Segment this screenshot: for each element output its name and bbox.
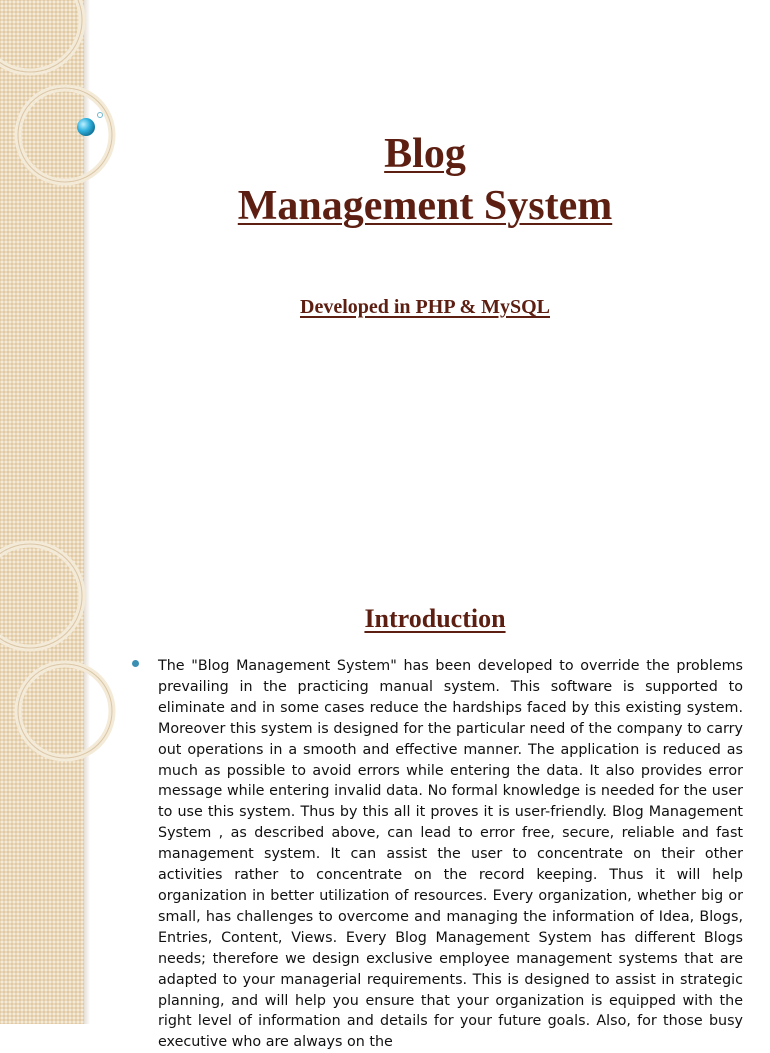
bullet-dot-icon xyxy=(132,660,139,667)
introduction-slide xyxy=(0,576,768,1051)
title-line-management-system: Management System xyxy=(237,183,613,229)
title-line-blog: Blog xyxy=(384,131,466,177)
subtitle-text: Developed in PHP & MySQL xyxy=(300,296,550,318)
introduction-paragraph: The "Blog Management System" has been developed to override the problems prevailing in the practicing manual system. This software is supported to eliminate and in some cases reduce the hardships faced by this existing system. Moreover this system is designed for the particular need of the company to carry out operations in a smooth and effective manner. The application is reduced as much as possible to avoid errors while entering the data. It also provides error message while entering invalid data. No formal knowledge is needed for the user to use this system. Thus by this all it proves it is user-friendly. Blog Management System , as described above, can lead to error free, secure, reliable and fast management system. It can assist the user to concentrate on their other activities rather to concentrate on the record keeping. Thus it will help organization in better utilization of resources. Every organization, whether big or small, has challenges to overcome and managing the information of Idea, Blogs, Entries, Content, Views. Every Blog Management System has different Blogs needs; therefore we design exclusive employee management systems that are adapted to your managerial requirements. This is designed to assist in strategic planning, and will help you ensure that your organization is equipped with the right level of information and details for your future goals. Also, for those busy executive who are always on the xyxy=(158,658,743,1051)
introduction-heading-text: Introduction xyxy=(364,604,506,633)
introduction-heading xyxy=(100,604,770,634)
slide-title xyxy=(90,128,760,232)
slide-subtitle xyxy=(90,296,760,319)
